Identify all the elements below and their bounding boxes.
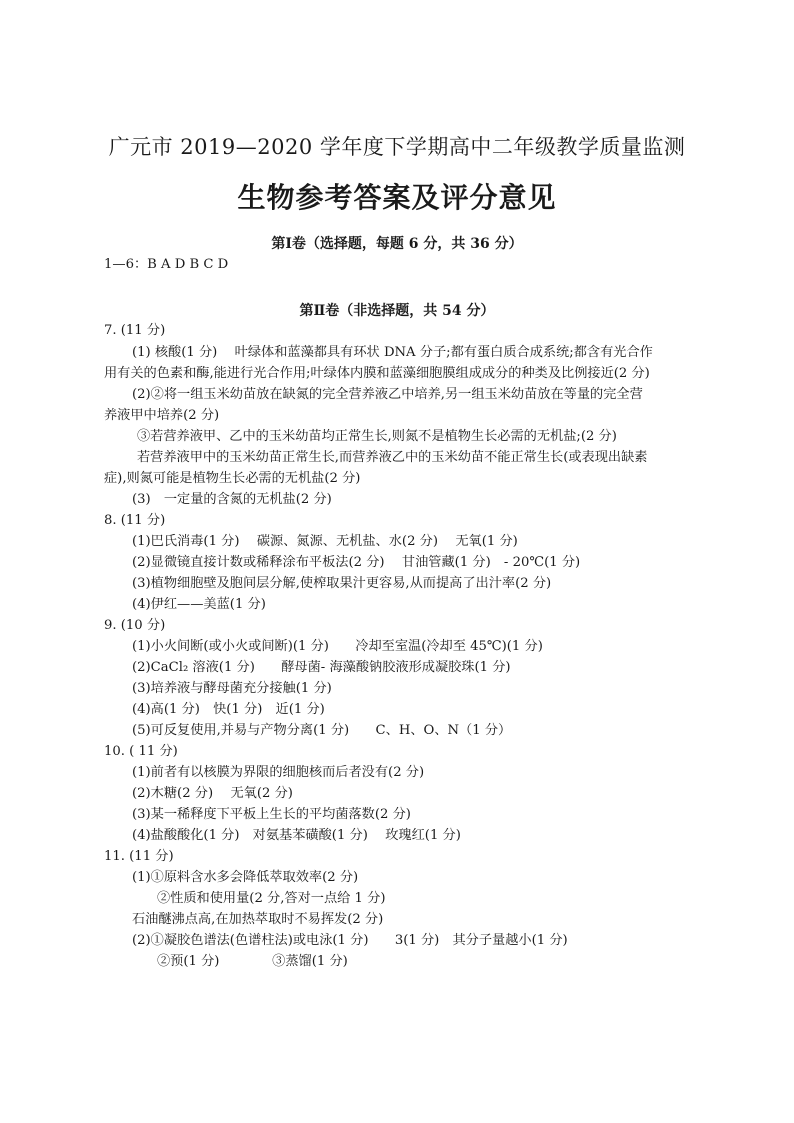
document-title: 广元市 2019—2020 学年度下学期高中二年级教学质量监测 [108, 135, 686, 159]
q9-line-4: (4)高(1 分) 快(1 分) 近(1 分) [132, 702, 325, 717]
q10-line-1: (1)前者有以核膜为界限的细胞核而后者没有(2 分) [132, 765, 425, 780]
q7-line-3: (2)②将一组玉米幼苗放在缺氮的完全营养液乙中培养,另一组玉米幼苗放在等量的完全营 [132, 387, 643, 402]
q10-line-4: (4)盐酸酸化(1 分) 对氨基苯磺酸(1 分) 玫瑰红(1 分) [132, 828, 461, 843]
q9-heading: 9. (10 分) [104, 618, 166, 633]
q7-heading: 7. (11 分) [104, 323, 166, 338]
q8-heading: 8. (11 分) [104, 513, 166, 528]
q10-line-3: (3)某一稀释度下平板上生长的平均菌落数(2 分) [132, 807, 411, 822]
section2-heading: 第Ⅱ卷（非选择题，共 54 分） [299, 303, 495, 319]
q7-line-7: 症),则氮可能是植物生长必需的无机盐(2 分) [104, 471, 361, 486]
q11-heading: 11. (11 分) [104, 849, 174, 864]
q9-line-3: (3)培养液与酵母菌充分接触(1 分) [132, 681, 332, 696]
q11-line-4: (2)①凝胶色谱法(色谱柱法)或电泳(1 分) 3(1 分) 其分子量越小(1 分) [132, 933, 568, 948]
q7-line-8: (3) 一定量的含氮的无机盐(2 分) [132, 492, 332, 507]
q7-line-2: 用有关的色素和酶,能进行光合作用;叶绿体内膜和蓝藻细胞膜组成成分的种类及比例接近(2 分) [104, 366, 650, 381]
q9-line-1: (1)小火间断(或小火或间断)(1 分) 冷却至室温(冷却至 45℃)(1 分) [132, 639, 543, 654]
q7-line-6: 若营养液甲中的玉米幼苗正常生长,而营养液乙中的玉米幼苗不能正常生长(或表现出缺素 [137, 450, 648, 465]
q11-line-3: 石油醚沸点高,在加热萃取时不易挥发(2 分) [132, 912, 384, 927]
q7-line-1: (1) 核酸(1 分) 叶绿体和蓝藻都具有环状 DNA 分子;都有蛋白质合成系统;都含有光合作 [132, 345, 653, 360]
q10-line-2: (2)木糖(2 分) 无氧(2 分) [132, 786, 293, 801]
q9-line-5: (5)可反复使用,并易与产物分离(1 分) C、H、O、N（1 分） [132, 723, 512, 738]
q11-line-5: ②预(1 分) ③蒸馏(1 分) [157, 954, 348, 969]
document-subtitle: 生物参考答案及评分意见 [237, 181, 557, 214]
q8-line-4: (4)伊红——美蓝(1 分) [132, 597, 266, 612]
q7-line-4: 养液甲中培养(2 分) [104, 408, 220, 423]
q11-line-2: ②性质和使用量(2 分,答对一点给 1 分) [157, 891, 386, 906]
mc-answers: 1—6：B A D B C D [104, 257, 229, 272]
q7-line-5: ③若营养液甲、乙中的玉米幼苗均正常生长,则氮不是植物生长必需的无机盐;(2 分) [137, 429, 617, 444]
q8-line-2: (2)显微镜直接计数或稀释涂布平板法(2 分) 甘油管藏(1 分) - 20℃(1 分) [132, 555, 581, 570]
q8-line-3: (3)植物细胞壁及胞间层分解,使榨取果汁更容易,从而提高了出汁率(2 分) [132, 576, 552, 591]
q8-line-1: (1)巴氏消毒(1 分) 碳源、氮源、无机盐、水(2 分) 无氧(1 分) [132, 534, 518, 549]
q10-heading: 10. ( 11 分) [104, 744, 178, 759]
section1-heading: 第Ⅰ卷（选择题，每题 6 分，共 36 分） [271, 236, 523, 252]
q11-line-1: (1)①原料含水多会降低萃取效率(2 分) [132, 870, 359, 885]
q9-line-2: (2)CaCl₂ 溶液(1 分) 酵母菌- 海藻酸钠胶液形成凝胶珠(1 分) [132, 660, 511, 675]
